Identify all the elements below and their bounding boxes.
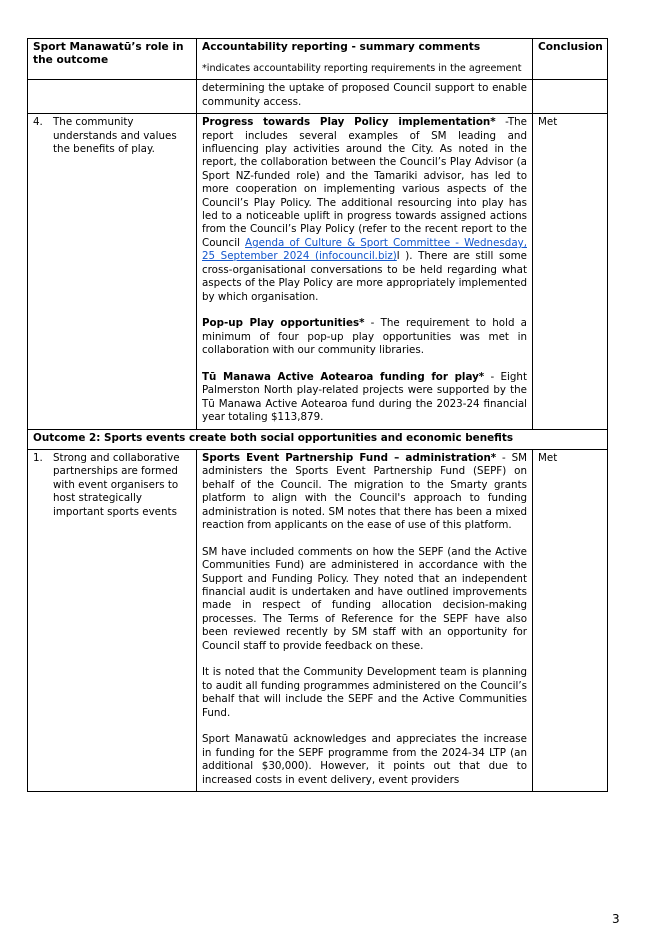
header-conclusion: Conclusion: [533, 39, 608, 80]
continuation-text: determining the uptake of proposed Council support to enable community access.: [202, 82, 527, 108]
header-comments: [197, 39, 533, 80]
comment-paragraph: SM have included comments on how the SEPF (and the Active Communities Fund) are administered in accordance with the Support and Funding Policy. They noted that an independent financial audit is undertaken and have outlined improvements made in respect of funding allocation decision-making processes. The Terms of Reference for the SEPF have also been reviewed recently by SM staff with an opportunity for Council staff to provide feedback on these.: [202, 545, 527, 652]
table-row: [28, 114, 608, 429]
table-header-row: [28, 39, 608, 80]
conclusion-cell: Met: [533, 114, 608, 429]
agenda-link[interactable]: Agenda of Culture & Sport Committee - Wednesday, 25 September 2024 (infocouncil.biz): [202, 236, 527, 263]
comment-text: - Eight Palmerston North play-related projects were supported by the Tū Manawa Active Aotearoa fund during the 2023-24 financial year totaling $113,879.: [202, 370, 527, 424]
header-comments-note: *indicates accountability reporting requirements in the agreement: [202, 63, 522, 75]
row-number: 4.: [33, 116, 43, 129]
comment-paragraph: Sport Manawatū acknowledges and appreciates the increase in funding for the SEPF programme from the 2024-34 LTP (an additional $30,000). However, it points out that due to increased costs in event delivery, event providers: [202, 733, 527, 786]
header-role: Sport Manawatū’s role in the outcome: [28, 39, 197, 80]
role-text: The community understands and values the benefits of play.: [53, 116, 177, 156]
role-cell: [28, 449, 197, 791]
continuation-conclusion-cell: [533, 80, 608, 114]
comment-text: - The requirement to hold a minimum of four pop-up play opportunities was met in collaboration with our community libraries.: [202, 317, 527, 357]
comment-text: - SM administers the Sports Event Partnership Fund (SEPF) on behalf of the Council. The migration to the Smarty grants platform to align with the Council's approach to funding administration is noted. SM notes that there has been a mixed reaction from applicants on the ease of use of this platform.: [202, 451, 527, 531]
comment-paragraph: It is noted that the Community Development team is planning to audit all funding programmes administered on the Council’s behalf that will include the SEPF and the Active Communities Fund.: [202, 666, 527, 719]
continuation-comment-cell: [197, 80, 533, 114]
comment-paragraph: [202, 317, 527, 357]
table-row: [28, 449, 608, 791]
outcome-row: [28, 429, 608, 449]
accountability-table: [27, 38, 608, 792]
row-number: 1.: [33, 451, 43, 464]
comment-text: l ). There are still some cross-organisational conversations to be held regarding what aspects of the Play Policy are more appropriately implemented by which organisation.: [202, 250, 527, 303]
comment-cell: [197, 114, 533, 429]
continuation-row: [28, 80, 608, 114]
comment-heading: Tū Manawa Active Aotearoa funding for play*: [202, 370, 485, 383]
comment-heading: Progress towards Play Policy implementation*: [202, 116, 496, 129]
comment-paragraph: [202, 452, 527, 532]
comment-text: -The report includes several examples of SM leading and influencing play activities around the City. As noted in the report, the collaboration between the Council’s Play Advisor (a Sport NZ-funded role) and the Tamariki advisor, has led to more cooperation on implementing various aspects of the Council’s Play Policy. The additional resourcing into play has led to a noticeable uplift in progress towards assigned actions from the Council’s Play Policy (refer to the recent report to the Council: [202, 116, 527, 249]
comment-paragraph: [202, 371, 527, 425]
comment-cell: [197, 449, 533, 791]
role-cell: [28, 114, 197, 429]
comment-heading: Sports Event Partnership Fund – administration*: [202, 451, 497, 464]
comment-paragraph: [202, 116, 527, 304]
outcome-title: Outcome 2: Sports events create both social opportunities and economic benefits: [28, 429, 608, 449]
conclusion-cell: Met: [533, 449, 608, 791]
role-text: Strong and collaborative partnerships are formed with event organisers to host strategically important sports events: [53, 451, 180, 518]
page-number: 3: [612, 912, 620, 926]
continuation-role-cell: [28, 80, 197, 114]
comment-heading: Pop-up Play opportunities*: [202, 317, 365, 330]
header-comments-title: Accountability reporting - summary comments: [202, 41, 481, 53]
